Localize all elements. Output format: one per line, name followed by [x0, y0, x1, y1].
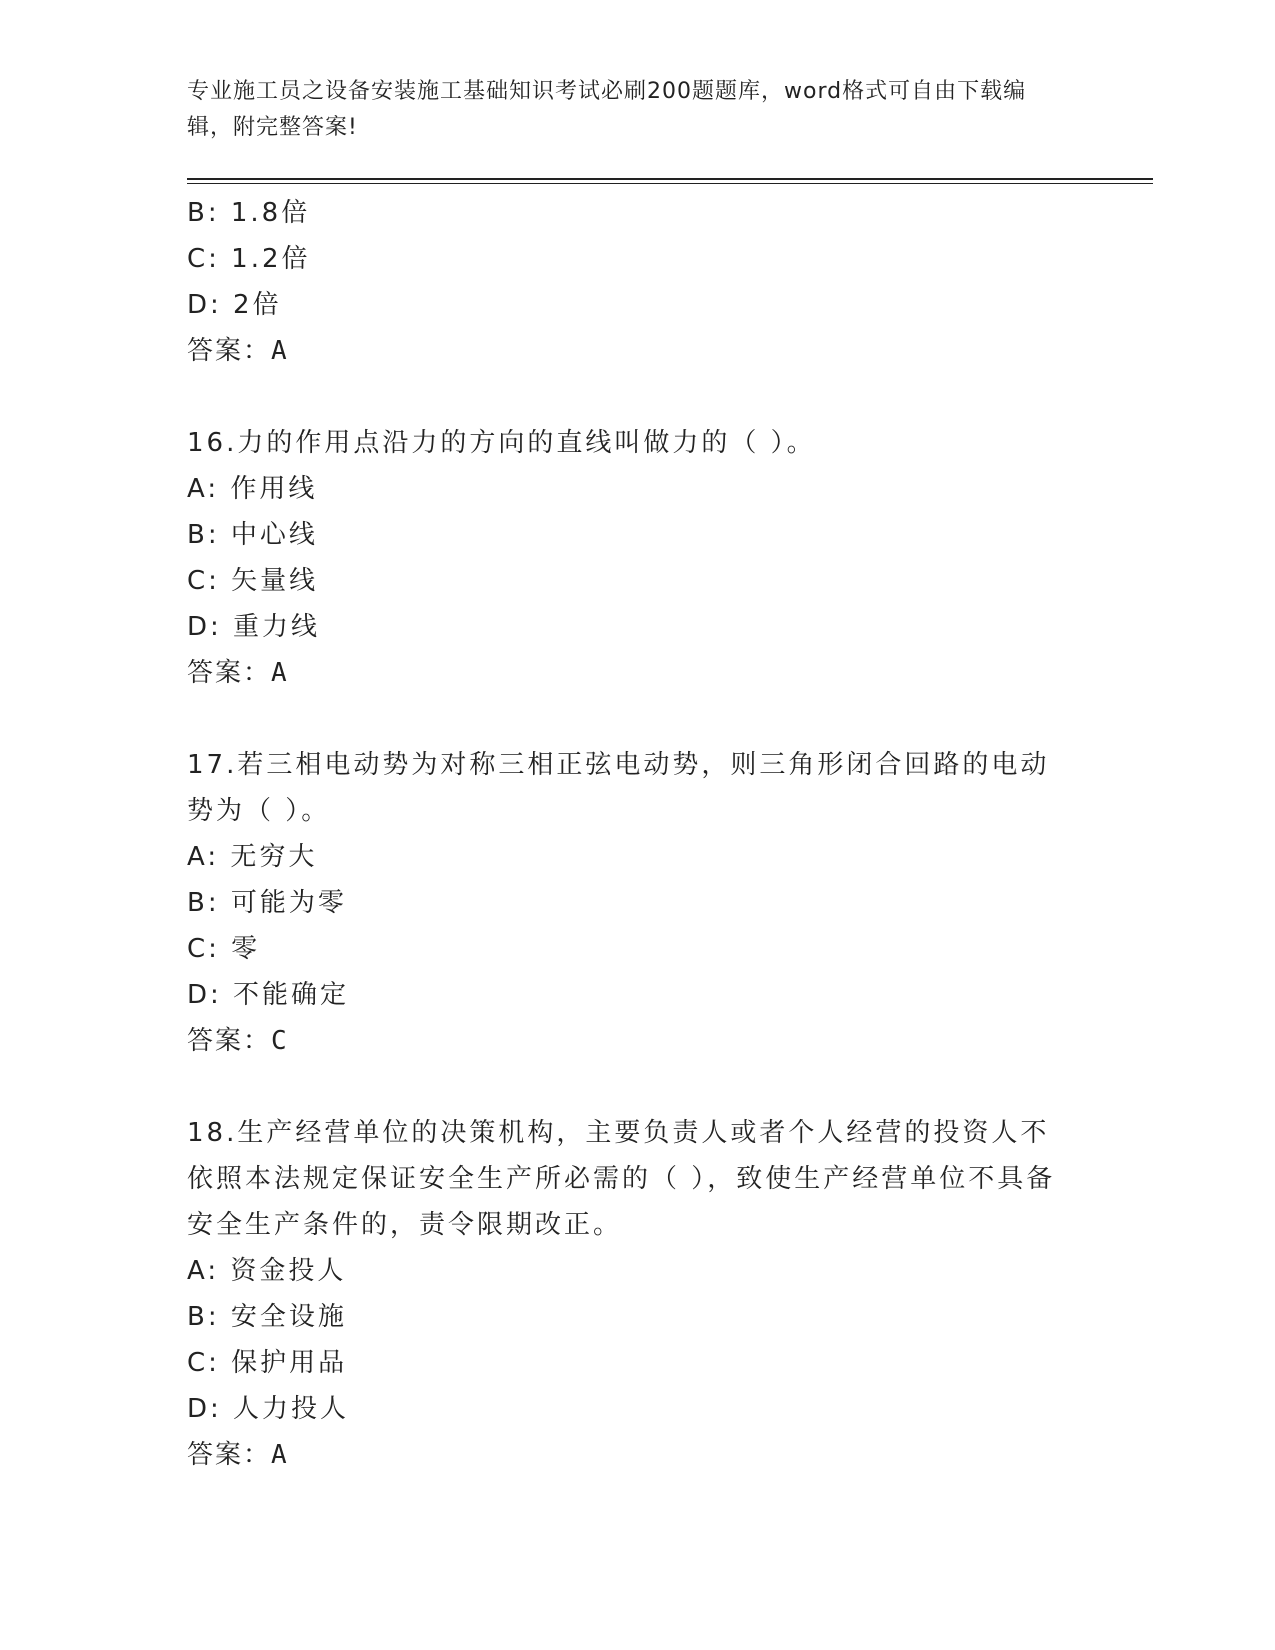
- option-c: C: 零: [187, 934, 261, 964]
- question-stem: 16.力的作用点沿力的方向的直线叫做力的（ ）。: [187, 428, 816, 458]
- continued-question: [187, 190, 1067, 374]
- option-d: D: 重力线: [187, 612, 321, 642]
- question-17: [187, 742, 1067, 1064]
- question-16: [187, 420, 1067, 696]
- option-c: C: 保护用品: [187, 1348, 348, 1378]
- answer-line: 答案：A: [187, 336, 289, 366]
- question-18: [187, 1110, 1067, 1478]
- answer-line: 答案：A: [187, 1440, 289, 1470]
- option-d: D: 2倍: [187, 290, 282, 320]
- option-b: B: 可能为零: [187, 888, 347, 918]
- answer-line: 答案：C: [187, 1026, 289, 1056]
- question-content: [187, 190, 1067, 1478]
- option-a: A: 作用线: [187, 474, 318, 504]
- option-c: C: 矢量线: [187, 566, 319, 596]
- option-b: B: 中心线: [187, 520, 318, 550]
- option-d: D: 不能确定: [187, 980, 350, 1010]
- option-b: B: 安全设施: [187, 1302, 347, 1332]
- option-d: D: 人力投人: [187, 1394, 350, 1424]
- answer-line: 答案：A: [187, 658, 289, 688]
- question-stem: 18.生产经营单位的决策机构，主要负责人或者个人经营的投资人不依照本法规定保证安全生产所必需的（ ），致使生产经营单位不具备安全生产条件的，责令限期改正。: [187, 1118, 1056, 1240]
- header-divider-thick: [187, 178, 1153, 180]
- option-a: A: 资金投人: [187, 1256, 347, 1286]
- option-b: B: 1.8倍: [187, 198, 311, 228]
- spacer: [187, 1064, 1067, 1110]
- option-a: A: 无穷大: [187, 842, 318, 872]
- page-header-title: 专业施工员之设备安装施工基础知识考试必刷200题题库，word格式可自由下载编辑，附完整答案!: [187, 79, 1027, 140]
- spacer: [187, 696, 1067, 742]
- spacer: [187, 374, 1067, 420]
- option-c: C: 1.2倍: [187, 244, 311, 274]
- question-stem: 17.若三相电动势为对称三相正弦电动势，则三角形闭合回路的电动势为（ ）。: [187, 750, 1050, 826]
- header-divider-thin: [187, 183, 1153, 184]
